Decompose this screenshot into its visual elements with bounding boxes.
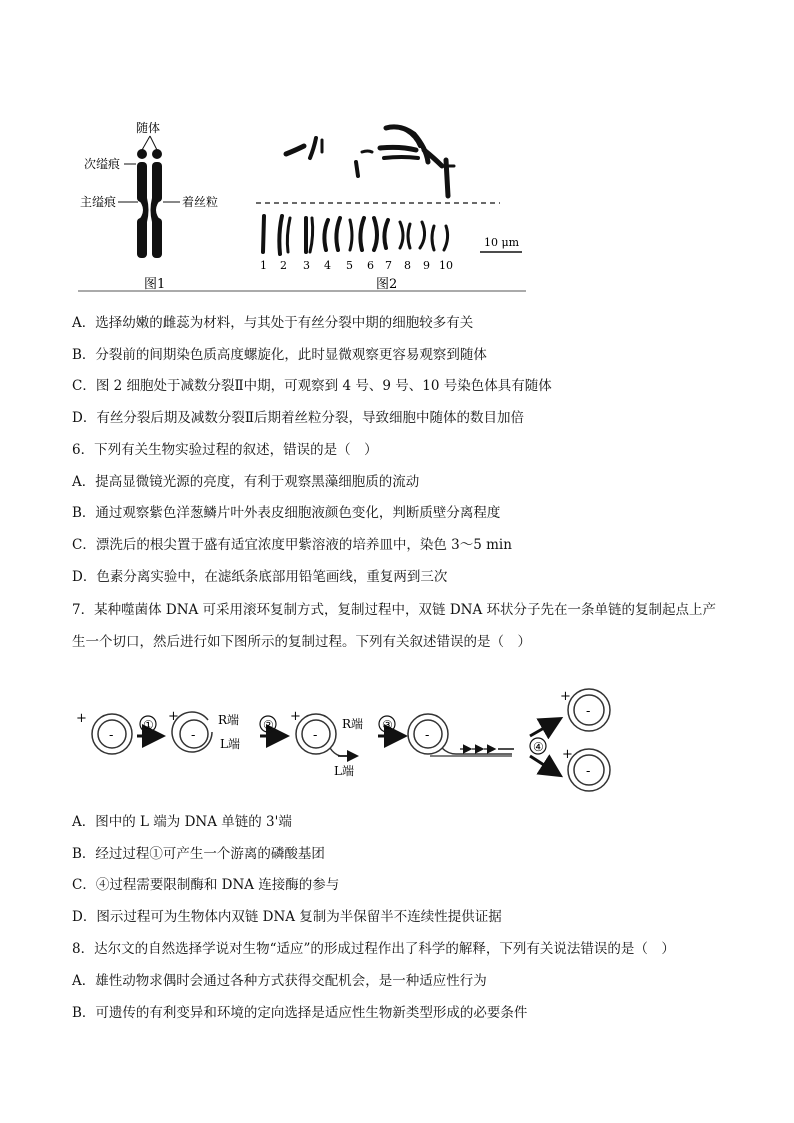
chromosome-number: 3 bbox=[303, 259, 310, 272]
l-end-label: L端 bbox=[334, 764, 354, 778]
dna-circle-initial bbox=[76, 711, 132, 754]
r-end-label: R端 bbox=[342, 717, 364, 731]
q7-option-a: A．图中的 L 端为 DNA 单链的 3'端 bbox=[72, 814, 292, 830]
q6-option-a: A．提高显微镜光源的亮度，有利于观察黑藻细胞质的流动 bbox=[72, 474, 420, 490]
q7-option-c: C．④过程需要限制酶和 DNA 连接酶的参与 bbox=[72, 877, 340, 893]
step-4-label: ④ bbox=[533, 740, 544, 754]
plus-strand-label: + bbox=[76, 711, 87, 726]
dna-circle-product-bottom bbox=[562, 747, 610, 791]
label-primary-constriction: 主缢痕 bbox=[80, 195, 117, 209]
step-2-marker bbox=[260, 716, 276, 732]
karyotype-row bbox=[263, 216, 448, 254]
q7-stem-line1: 7．某种噬菌体 DNA 可采用滚环复制方式，复制过程中，双链 DNA 环状分子先在一条单链的复制起点上产 bbox=[72, 602, 717, 618]
dna-circle-rolling bbox=[408, 714, 514, 756]
r-end-label: R端 bbox=[218, 713, 240, 727]
label-secondary-constriction: 次缢痕 bbox=[84, 157, 121, 171]
minus-strand-label: - bbox=[191, 728, 196, 743]
scale-label: 10 μm bbox=[484, 236, 520, 249]
step-3-marker bbox=[379, 716, 395, 732]
plus-strand-label: + bbox=[562, 747, 573, 762]
metaphase-chromosomes bbox=[286, 127, 454, 196]
step-2-label: ② bbox=[263, 718, 274, 732]
chromosome-number: 4 bbox=[324, 259, 331, 272]
minus-strand-label: - bbox=[586, 764, 591, 779]
l-end-label: L端 bbox=[220, 737, 240, 751]
step-4-marker bbox=[530, 738, 546, 754]
q5-option-c: C．图 2 细胞处于减数分裂Ⅱ中期，可观察到 4 号、9 号、10 号染色体具有随体 bbox=[72, 378, 552, 394]
chromosome-number: 10 bbox=[439, 259, 453, 272]
figure1-caption: 图1 bbox=[144, 277, 166, 292]
dna-circle-product-top bbox=[560, 689, 610, 731]
q5-option-b: B．分裂前的间期染色质高度螺旋化，此时显微观察更容易观察到随体 bbox=[72, 347, 487, 363]
chromosome-diagram bbox=[137, 136, 162, 258]
chromosome-number: 9 bbox=[423, 259, 430, 272]
plus-strand-label: + bbox=[168, 709, 179, 724]
step-1-label: ① bbox=[143, 718, 154, 732]
label-centromere: 着丝粒 bbox=[182, 195, 219, 209]
q6-option-c: C．漂洗后的根尖置于盛有适宜浓度甲紫溶液的培养皿中，染色 3～5 min bbox=[72, 537, 512, 553]
step-3-label: ③ bbox=[382, 718, 393, 732]
chromosome-number: 7 bbox=[385, 259, 392, 272]
q8-option-b: B．可遗传的有利变异和环境的定向选择是适应性生物新类型形成的必要条件 bbox=[72, 1005, 528, 1021]
q5-option-a: A．选择幼嫩的雌蕊为材料，与其处于有丝分裂中期的细胞较多有关 bbox=[72, 315, 474, 331]
minus-strand-label: - bbox=[313, 728, 318, 743]
q6-stem: 6．下列有关生物实验过程的叙述，错误的是（ ） bbox=[72, 442, 378, 458]
q8-stem: 8．达尔文的自然选择学说对生物“适应”的形成过程作出了科学的解释，下列有关说法错误的是（ ） bbox=[72, 941, 675, 957]
q6-option-d: D．色素分离实验中，在滤纸条底部用铅笔画线，重复两到三次 bbox=[72, 569, 448, 585]
step-1-marker bbox=[140, 716, 156, 732]
dna-circle-extending bbox=[290, 709, 363, 778]
dna-circle-nicked bbox=[168, 709, 240, 752]
figure2-caption: 图2 bbox=[376, 277, 398, 292]
chromosome-number: 2 bbox=[280, 259, 287, 272]
rolling-circle-diagram bbox=[72, 688, 632, 796]
q8-option-a: A．雄性动物求偶时会通过各种方式获得交配机会，是一种适应性行为 bbox=[72, 973, 487, 989]
minus-strand-label: - bbox=[109, 728, 114, 743]
q7-option-d: D．图示过程可为生物体内双链 DNA 复制为半保留半不连续性提供证据 bbox=[72, 909, 502, 925]
plus-strand-label: + bbox=[560, 689, 571, 704]
chromosome-number: 8 bbox=[404, 259, 411, 272]
minus-strand-label: - bbox=[586, 704, 591, 719]
minus-strand-label: - bbox=[425, 728, 430, 743]
q7-stem-line2: 生一个切口，然后进行如下图所示的复制过程。下列有关叙述错误的是（ ） bbox=[72, 634, 531, 650]
q7-option-b: B．经过过程①可产生一个游离的磷酸基团 bbox=[72, 846, 325, 862]
q6-option-b: B．通过观察紫色洋葱鳞片叶外表皮细胞液颜色变化，判断质壁分离程度 bbox=[72, 505, 501, 521]
chromosome-number: 6 bbox=[367, 259, 374, 272]
plus-strand-label: + bbox=[290, 709, 301, 724]
label-satellite: 随体 bbox=[136, 121, 161, 135]
chromosome-numbers bbox=[260, 259, 453, 272]
chromosome-number: 1 bbox=[260, 259, 267, 272]
chromosome-number: 5 bbox=[346, 259, 353, 272]
chromosome-figure bbox=[70, 92, 530, 298]
q5-option-d: D．有丝分裂后期及减数分裂Ⅱ后期着丝粒分裂，导致细胞中随体的数目加倍 bbox=[72, 410, 524, 426]
